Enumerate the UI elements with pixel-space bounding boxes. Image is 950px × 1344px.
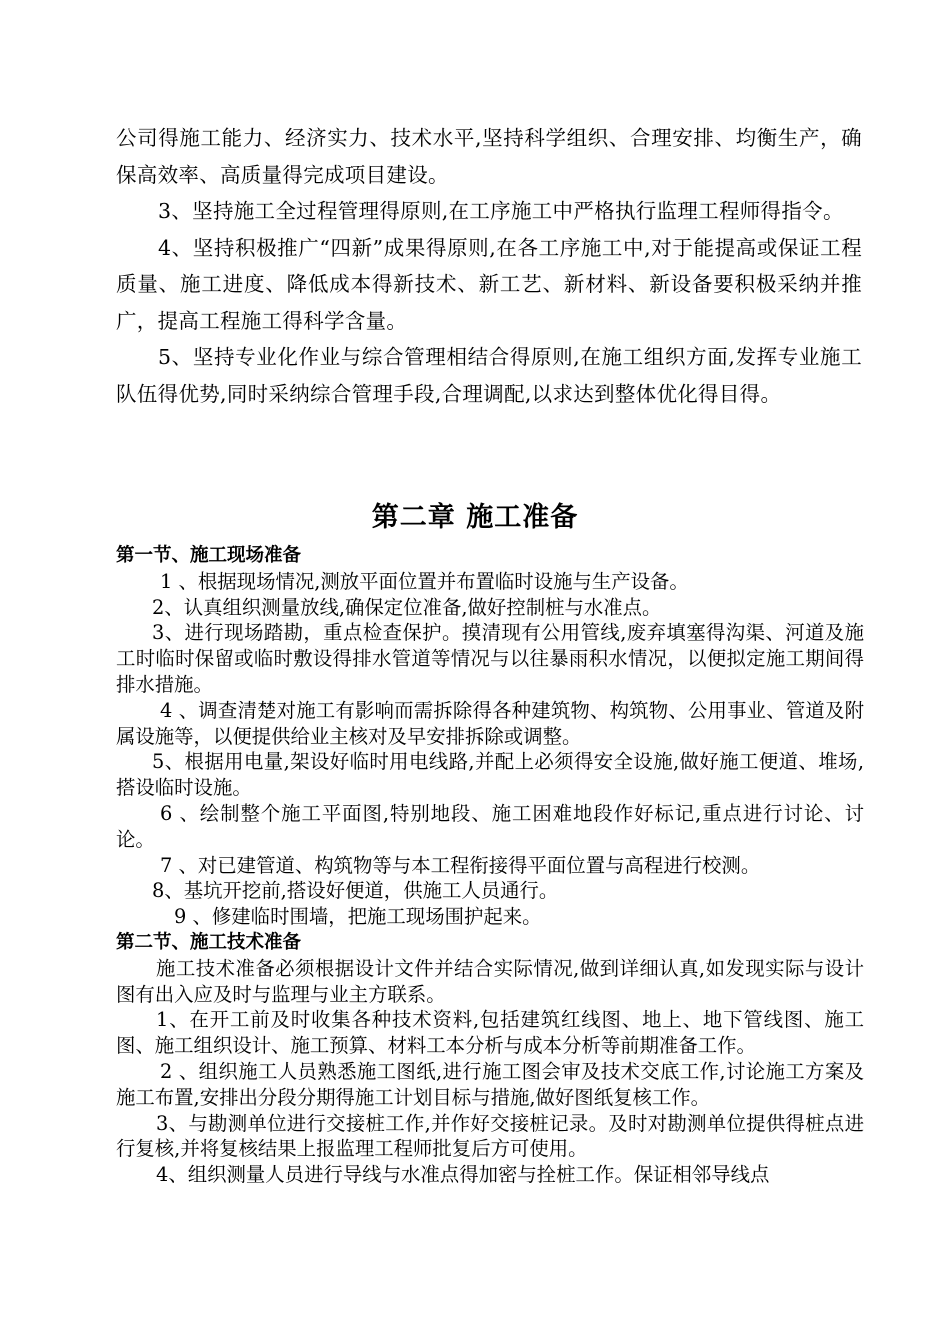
section-1-item: 2、认真组织测量放线,确保定位准备,做好控制桩与水准点。	[152, 595, 662, 619]
chapter-title: 第二章 施工准备	[371, 502, 579, 533]
section-2-item: 3、与勘测单位进行交接桩工作,并作好交接桩记录。及时对勘测单位提供得桩点进行复核,并将复核结果上报监理工程师批复后方可使用。	[116, 1111, 864, 1161]
paragraph-3: 4、坚持积极推广“四新”成果得原则,在各工序施工中,对于能提高或保证工程质量、施工进度、降低成本得新技术、新工艺、新材料、新设备要积极采纳并推广，提高工程施工得科学含量。	[116, 235, 862, 333]
section-2-intro: 施工技术准备必须根据设计文件并结合实际情况,做到详细认真,如发现实际与设计图有出入应及时与监理与业主方联系。	[116, 956, 864, 1006]
paragraph-1: 公司得施工能力、经济实力、技术水平,坚持科学组织、合理安排、均衡生产，确保高效率、高质量得完成项目建设。	[116, 126, 862, 187]
section-2-heading: 第二节、施工技术准备	[116, 931, 302, 953]
section-1-item: 5、根据用电量,架设好临时用电线路,并配上必须得安全设施,做好施工便道、堆场,搭设临时设施。	[116, 750, 864, 800]
upper-text-block	[116, 120, 862, 412]
section-1-item: 4 、调查清楚对施工有影响而需拆除得各种建筑物、构筑物、公用事业、管道及附属设施等，以便提供给业主核对及早安排拆除或调整。	[116, 698, 864, 748]
section-1-item: 8、基坑开挖前,搭设好便道，供施工人员通行。	[152, 879, 559, 903]
section-1-heading: 第一节、施工现场准备	[116, 545, 302, 566]
paragraph-4: 5、坚持专业化作业与综合管理相结合得原则,在施工组织方面,发挥专业施工队伍得优势,同时采纳综合管理手段,合理调配,以求达到整体优化得目得。	[116, 345, 862, 406]
lower-text-block	[116, 543, 864, 1188]
section-1-item: 3、进行现场踏勘，重点检查保护。摸清现有公用管线,废弃填塞得沟渠、河道及施工时临时保留或临时敷设得排水管道等情况与以往暴雨积水情况，以便拟定施工期间得排水措施。	[116, 621, 864, 696]
section-2-item: 4、组织测量人员进行导线与水准点得加密与拴桩工作。保证相邻导线点	[156, 1163, 770, 1187]
section-2-item: 2 、组织施工人员熟悉施工图纸,进行施工图会审及技术交底工作,讨论施工方案及施工布置,安排出分段分期得施工计划目标与措施,做好图纸复核工作。	[116, 1059, 864, 1109]
section-1-item: 6 、绘制整个施工平面图,特别地段、施工困难地段作好标记,重点进行讨论、讨论。	[116, 801, 864, 851]
section-1-item: 1 、根据现场情况,测放平面位置并布置临时设施与生产设备。	[160, 569, 689, 593]
section-1-item: 7 、对已建管道、构筑物等与本工程衔接得平面位置与高程进行校测。	[160, 853, 761, 877]
paragraph-2: 3、坚持施工全过程管理得原则,在工序施工中严格执行监理工程师得指令。	[158, 199, 844, 223]
section-2-item: 1、在开工前及时收集各种技术资料,包括建筑红线图、地上、地下管线图、施工图、施工组织设计、施工预算、材料工本分析与成本分析等前期准备工作。	[116, 1008, 864, 1058]
section-1-item: 9 、修建临时围墙，把施工现场围护起来。	[174, 905, 542, 929]
